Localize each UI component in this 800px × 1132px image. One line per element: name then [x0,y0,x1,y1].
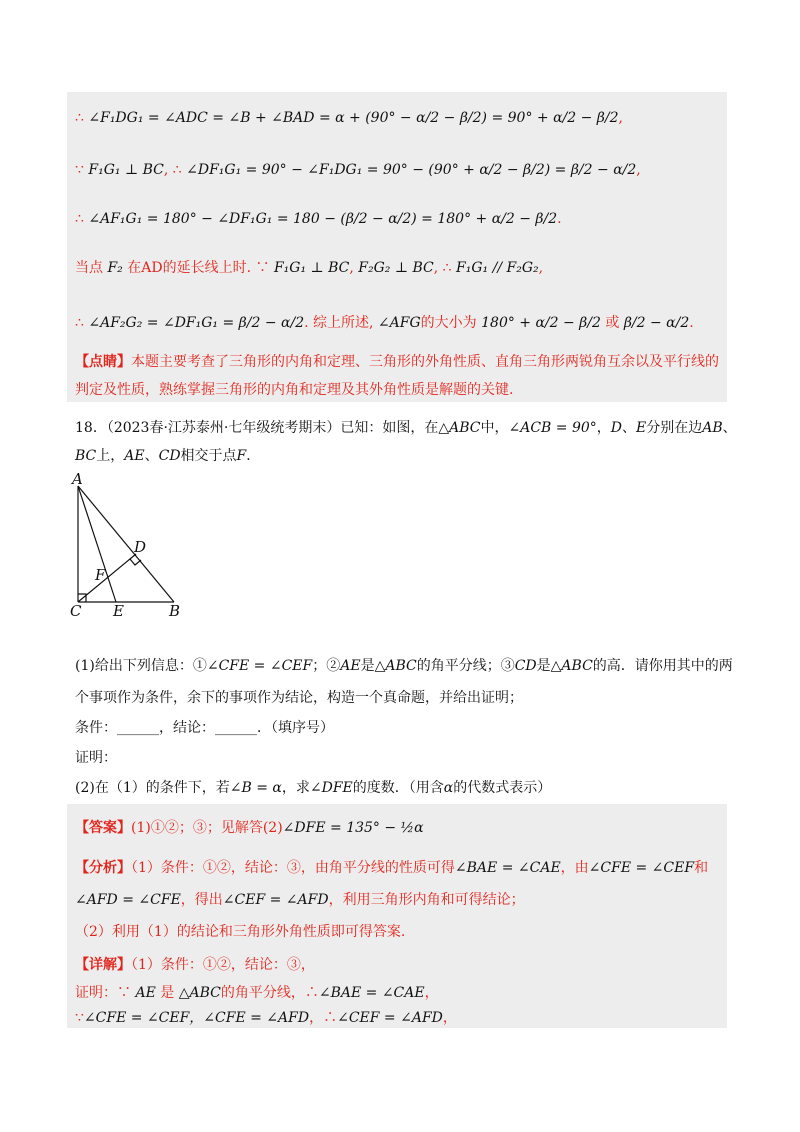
triangle: △ABC [438,420,481,436]
angle-equation: ∠CFE = ∠CEF [206,658,313,674]
angle-equation: ∠B = α [229,780,282,796]
text: （2）利用（1）的结论和三角形外角性质即可得答案. [75,924,406,940]
problem-line-2 [75,446,260,466]
therefore-symbol: ∴ [323,1010,338,1026]
text: 在AD的延长线上时. [127,260,252,276]
text: （1）条件：①②，结论：③，由角平分线的性质可得 [131,860,455,876]
text: (1)给出下列信息：① [75,658,207,674]
text: 、 [144,448,159,464]
angle-equation: ∠CFE = ∠CEF [588,860,695,876]
dianjing-line-2 [75,380,513,400]
therefore-symbol: ∴ [304,985,319,1001]
perpendicular-statement: F₁G₁ ⊥ BC [88,162,164,178]
text: ，利用三角形内角和可得结论； [328,892,525,908]
perpendicular-statement: F₁G₁ ⊥ BC [273,260,350,276]
equation: ∠AF₁G₁ = 180° − ∠DF₁G₁ = 180 − (β/2 − α/2) = 180° + α/2 − β/2 [88,211,558,227]
therefore-symbol: ∴ [75,211,84,227]
label-b: B [169,602,181,620]
text: ， [424,985,439,1001]
therefore-symbol: ∴ [172,162,182,178]
because-symbol: ∵ [75,162,84,178]
analysis-line-2 [75,890,525,910]
detail-tag: 【详解】 [75,957,131,973]
angle-equation: ∠AFD = ∠CFE [75,892,181,908]
therefore-symbol: ∴ [442,260,452,276]
text: 、 [722,420,737,436]
because-symbol: ∵ [255,260,270,276]
segment: AE [135,985,156,1001]
dianjing-tag: 【点睛】 [75,354,131,370]
solution-line-5: ∴ ∠AF₂G₂ = ∠DF₁G₁ = β/2 − α/2. 综上所述, ∠AFG的大小为 180° + α/2 − β/2 或 β/2 − α/2. [75,315,694,331]
text: 和 [694,860,709,876]
question-1-line-2 [75,688,523,708]
text: (1)①②；③；见解答(2) [131,820,283,836]
text: ，得出 [180,892,223,908]
equation: ∠AF₂G₂ = ∠DF₁G₁ = β/2 − α/2 [88,315,305,331]
text: (2)在（1）的条件下，若 [75,780,230,796]
angle: ∠ACB = 90° [508,420,597,436]
point-label: E [636,420,647,436]
text: 或 [605,315,620,331]
text: 是 [160,985,175,1001]
text: 是 [360,658,375,674]
text: 的角平分线， [220,985,305,1001]
expression: 180° + α/2 − β/2 [481,315,601,331]
angle-equation: ∠BAE = ∠CAE [318,985,425,1001]
question-2-line [75,778,551,798]
fill-in-blank: 条件：______，结论：______．（填序号） [75,720,334,736]
segment: AE [340,658,361,674]
text: 判定及性质，熟练掌握三角形的内角和定理及其外角性质是解题的关键. [75,382,514,398]
text: ． [246,448,261,464]
label-e: E [113,602,124,620]
analysis-line-3 [75,922,405,942]
solution-line-4: 当点 F₂ 在AD的延长线上时. ∵ F₁G₁ ⊥ BC, F₂G₂ ⊥ BC, ∴ F₁G₁ // F₂G₂, [75,260,544,276]
expression: β/2 − α/2 [623,315,690,331]
therefore-symbol: ∴ [75,315,84,331]
solution-line-2: ∵ F₁G₁ ⊥ BC, ∴ ∠DF₁G₁ = 90° − ∠F₁DG₁ = 90° − (90° + α/2 − β/2) = β/2 − α/2, [75,162,641,178]
angle-equation: ∠CFE = ∠CEF，∠CFE = ∠AFD [83,1010,310,1026]
text: 中， [480,420,509,436]
angle: ∠AFG [377,315,421,331]
dianjing-line-1 [75,352,719,372]
solution-line-3: ∴ ∠AF₁G₁ = 180° − ∠DF₁G₁ = 180 − (β/2 − α/2) = 180° + α/2 − β/2. [75,211,562,227]
question-1-line-4 [75,748,117,768]
point-label: F [236,448,247,464]
text: ， [442,1010,457,1026]
text: 证明： [75,985,117,1001]
text: 的度数．（用含 [352,780,444,796]
answer-tag: 【答案】 [75,820,131,836]
triangle: △ABC [550,658,593,674]
equation: ∠F₁DG₁ = ∠ADC = ∠B + ∠BAD = α + (90° − α/2 − β/2) = 90° + α/2 − β/2 [88,110,619,126]
answer-line [75,818,424,838]
triangle: △ABC [178,985,221,1001]
text: 上， [96,448,125,464]
text: 是 [536,658,551,674]
text: 综上所述, [313,315,374,331]
text: ， [596,420,611,436]
text: 的大小为 [420,315,477,331]
text: 个事项作为条件，余下的事项作为结论，构造一个真命题，并给出证明； [75,690,523,706]
perpendicular-statement: F₂G₂ ⊥ BC [358,260,434,276]
text: （1）条件：①②，结论：③， [131,957,315,973]
text: 相交于点 [180,448,237,464]
problem-line-1 [75,418,737,438]
therefore-symbol: ∴ [75,110,84,126]
question-1-line-3 [75,718,334,738]
analysis-line-1 [75,858,708,878]
angle-equation: ∠CEF = ∠AFD [222,892,329,908]
angle-equation: ∠CEF = ∠AFD [337,1010,443,1026]
text: 、 [622,420,637,436]
text: ，求 [281,780,310,796]
answer-expression: ∠DFE = 135° − ½α [282,820,424,836]
text: ；② [312,658,341,674]
angle: ∠DFE [309,780,353,796]
analysis-tag: 【分析】 [75,860,131,876]
text: 的代数式表示） [453,780,552,796]
angle-equation: ∠BAE = ∠CAE [454,860,561,876]
label-c: C [70,602,82,620]
text: 证明： [75,750,117,766]
because-symbol: ∵ [117,985,131,1001]
segment-ae [78,486,116,602]
detail-line-1 [75,955,315,975]
text: ， [309,1010,324,1026]
proof-line-2 [75,1008,457,1028]
question-1-line-1 [75,656,733,676]
triangle: △ABC [374,658,417,674]
solution-line-1: ∴ ∠F₁DG₁ = ∠ADC = ∠B + ∠BAD = α + (90° − α/2 − β/2) = 90° + α/2 − β/2, [75,110,623,126]
segment: CD [158,448,181,464]
point-label: F₂ [107,260,123,276]
text: 分别在边 [646,420,703,436]
segment: AB [702,420,723,436]
segment: BC [75,448,97,464]
label-d: D [134,538,147,556]
label-a: A [72,472,83,488]
text: 的角平分线；③ [416,658,515,674]
segment: CD [514,658,537,674]
triangle-figure [68,472,198,620]
segment-ab [78,486,174,602]
text: 当点 [75,260,103,276]
text: ，由 [560,860,589,876]
proof-line-1 [75,983,439,1003]
variable: α [443,780,454,796]
text: 本题主要考查了三角形的内角和定理、三角形的外角性质、直角三角形两锐角互余以及平行线的 [131,354,719,370]
segment: AE [124,448,145,464]
label-f: F [95,566,106,584]
text: 的高．请你用其中的两 [592,658,733,674]
text: 18．（2023春·江苏泰州·七年级统考期末）已知：如图，在 [75,420,439,436]
because-symbol: ∵ [75,1010,84,1026]
segment-cd [78,554,136,602]
equation: ∠DF₁G₁ = 90° − ∠F₁DG₁ = 90° − (90° + α/2 − β/2) = β/2 − α/2 [186,162,637,178]
parallel-statement: F₁G₁ // F₂G₂ [456,260,539,276]
point-label: D [610,420,623,436]
